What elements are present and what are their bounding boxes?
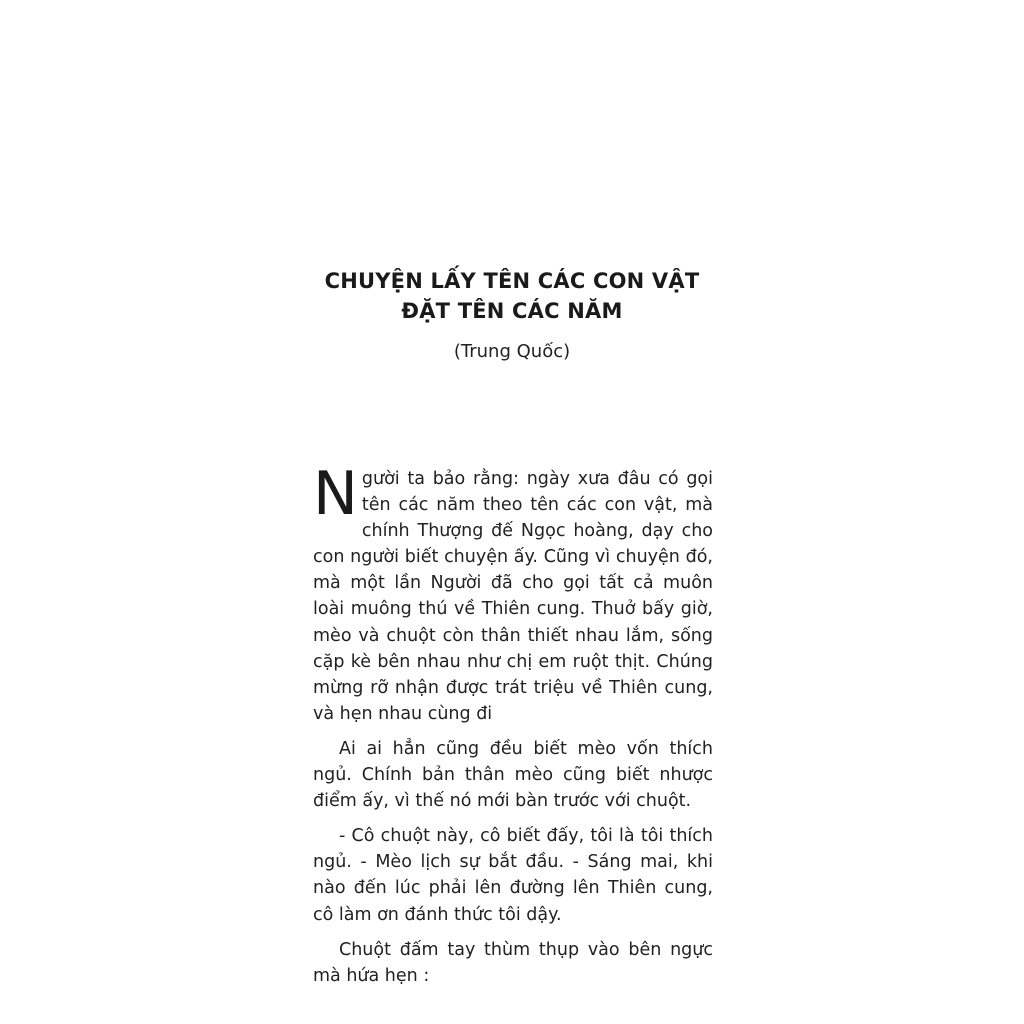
story-title-line-2: ĐẶT TÊN CÁC NĂM <box>401 299 623 323</box>
story-title-line-1: CHUYỆN LẤY TÊN CÁC CON VẬT <box>324 269 700 293</box>
paragraph-4: Chuột đấm tay thùm thụp vào bên ngực mà hứa hẹn : <box>313 939 713 986</box>
story-body <box>313 459 713 998</box>
paragraph-1 <box>313 459 713 727</box>
drop-cap: N <box>313 459 358 529</box>
story-heading <box>0 266 1024 364</box>
paragraph-1-text: gười ta bảo rằng: ngày xưa đâu có gọi tên các năm theo tên các con vật, mà chính Thượng đế Ngọc hoàng, dạy cho con người biết chuyện ấy. Cũng vì chuyện đó, mà một lần Người đã cho gọi tất cả muôn loài muông thú về Thiên cung. Thuở bấy giờ, mèo và chuột còn thân thiết nhau lắm, sống cặp kè bên nhau như chị em ruột thịt. Chúng mừng rỡ nhận được trát triệu về Thiên cung, và hẹn nhau cùng đi <box>313 469 713 724</box>
paragraph-3: - Cô chuột này, cô biết đấy, tôi là tôi thích ngủ. - Mèo lịch sự bắt đầu. - Sáng mai, khi nào đến lúc phải lên đường lên Thiên cung, cô làm ơn đánh thức tôi dậy. <box>313 826 713 925</box>
paragraph-2: Ai ai hẳn cũng đều biết mèo vốn thích ngủ. Chính bản thân mèo cũng biết nhược điểm ấy, vì thế nó mới bàn trước với chuột. <box>313 738 713 812</box>
story-origin: (Trung Quốc) <box>453 341 571 362</box>
